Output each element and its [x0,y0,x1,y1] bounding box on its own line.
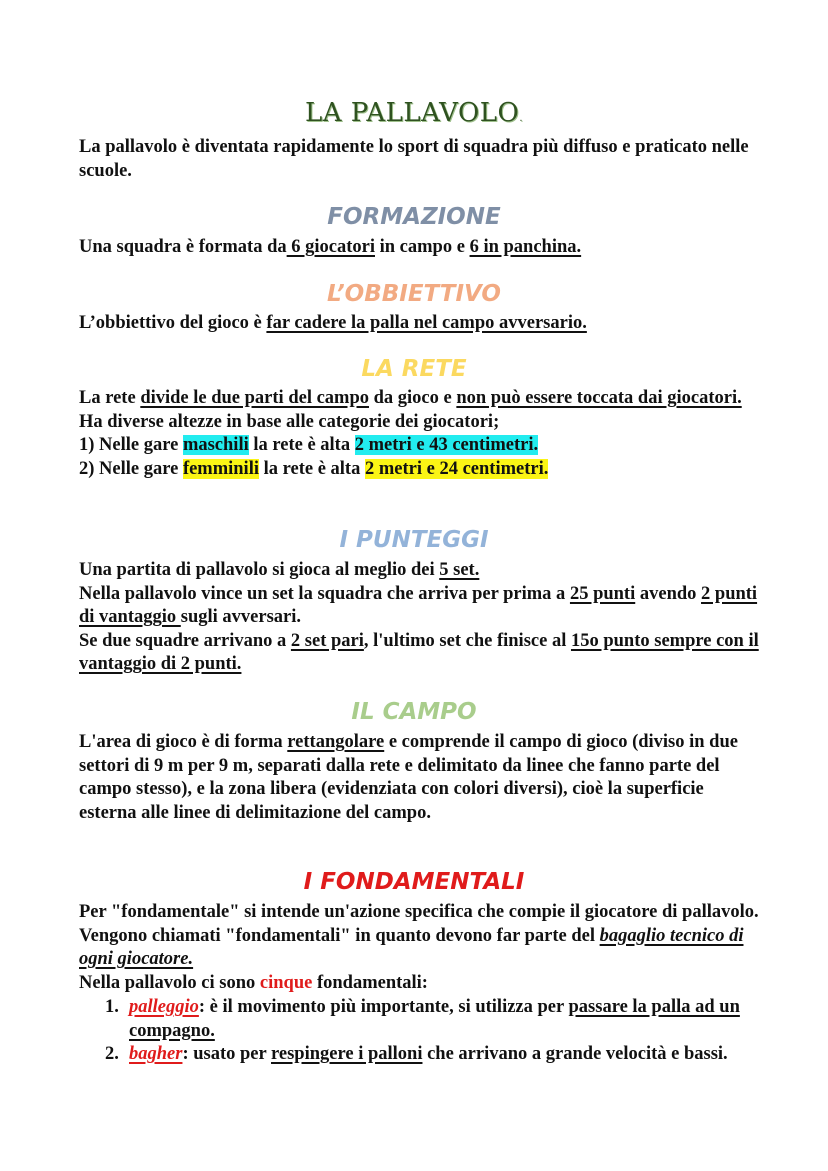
text-span: 1) Nelle gare [79,435,183,455]
list-item-bagher [79,1043,759,1067]
underlined-span: 5 set. [439,560,480,580]
punteggi-line-3 [79,630,759,677]
fondamentali-intro [79,901,759,972]
highlight-men-height: 2 metri e 43 centimetri. [354,435,539,455]
heading-punteggi: I PUNTEGGI [339,527,489,553]
underlined-span: 2 punti di vantaggio [79,583,758,627]
heading-obbiettivo: L’OBBIETTIVO [327,281,501,307]
list-item-palleggio [79,996,759,1043]
highlight-maschili: maschili [182,435,249,455]
text-span: e comprende il campo di gioco (diviso in due settori di 9 m per 9 m, separati dalla rete e delimitato da linee che fanno parte del campo stesso), e la zona libera (evidenziata con colori diversi), cioè la superficie esterna alle linee di delimitazione del campo. [79,732,738,823]
obbiettivo-paragraph [79,312,759,336]
underlined-span: 6 in panchina. [469,237,582,257]
underlined-span: 2 set pari [290,630,364,651]
text-span: in campo e [375,237,470,257]
underlined-span: respingere i palloni [271,1044,423,1064]
highlight-women-height: 2 metri e 24 centimetri. [364,458,549,479]
fundamental-name: bagher [129,1044,183,1064]
text-span: : è il movimento più importante, si utilizza per [198,997,569,1017]
rete-women-height [79,458,759,482]
underlined-span: 6 giocatori [286,237,375,257]
text-span: la rete è alta [258,458,365,479]
text-span: L’obbiettivo del gioco è [79,313,267,333]
list-number: 1. [105,997,119,1017]
formazione-paragraph [79,236,759,260]
underlined-span: 15o punto sempre con il vantaggio di 2 punti. [79,630,759,674]
text-span: Una partita di pallavolo si gioca al meglio dei [79,560,440,580]
text-span: Nella pallavolo vince un set la squadra che arriva per prima a [79,583,570,604]
count-highlight: cinque [259,972,313,993]
fondamentali-list [79,996,759,1067]
text-span: La rete [79,388,141,408]
page-title-text: LA PALLAVOLO [304,98,520,128]
text-span: : usato per [182,1044,272,1064]
text-span: da gioco e [369,388,457,408]
underlined-span: divide le due parti del campo [140,388,369,408]
text-span: Se due squadre arrivano a [79,630,291,651]
text-span: Nella pallavolo ci sono [79,972,260,993]
text-span: Una squadra è formata da [79,237,287,257]
list-number: 2. [105,1044,119,1064]
fondamentali-count-line [79,972,759,996]
text-span: Per "fondamentale" si intende un'azione specifica che compie il giocatore di pallavolo. Vengono chiamati "fondamentali" in quanto devono far parte del [79,902,759,946]
text-span: 2) Nelle gare [79,458,183,479]
heading-la-rete: LA RETE [361,356,467,382]
page-title-dot: . [519,113,524,124]
highlight-femminili: femminili [182,458,259,479]
heading-il-campo: IL CAMPO [351,699,477,725]
rete-paragraph [79,387,759,481]
text-span: che arrivano a grande velocità e bassi. [422,1044,728,1064]
rete-line-1 [79,387,759,411]
page-title [0,98,828,128]
underlined-span: non può essere toccata dai giocatori. [456,388,742,408]
underlined-span: 25 punti [569,583,636,604]
punteggi-line-1 [79,559,759,583]
campo-paragraph [79,731,759,825]
fondamentali-paragraph [79,901,759,995]
text-span: , l'ultimo set che finisce al [363,630,571,651]
text-span: avendo [635,583,702,604]
intro-paragraph: La pallavolo è diventata rapidamente lo sport di squadra più diffuso e praticato nelle scuole. [79,137,749,181]
text-span: L'area di gioco è di forma [79,732,288,752]
heading-formazione: FORMAZIONE [327,204,501,230]
punteggi-paragraph [79,559,759,677]
punteggi-line-2 [79,583,759,630]
fundamental-name: palleggio [129,997,199,1017]
underlined-span: rettangolare [287,732,385,752]
underlined-italic-span: bagaglio tecnico di ogni giocatore. [79,925,744,969]
heading-fondamentali: I FONDAMENTALI [303,869,525,895]
text-span: fondamentali: [312,972,428,993]
underlined-span: far cadere la palla nel campo avversario. [266,313,587,333]
rete-line-2: Ha diverse altezze in base alle categorie dei giocatori; [79,411,500,432]
text-span: sugli avversari. [180,607,302,627]
text-span: la rete è alta [248,435,355,455]
underlined-span: passare la palla ad un compagno. [129,997,740,1041]
rete-men-height [79,434,759,458]
